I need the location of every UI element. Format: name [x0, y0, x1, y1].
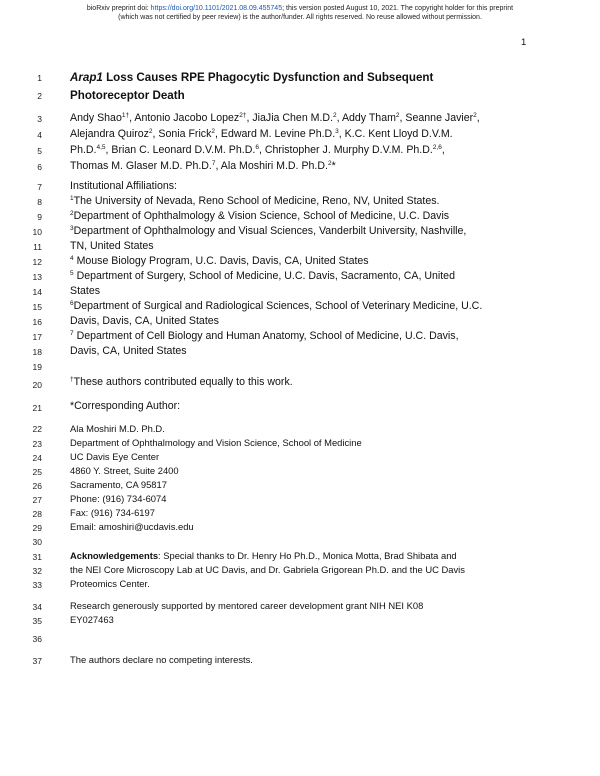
acknowledgements-line: Proteomics Center.	[70, 578, 150, 589]
line-number: 23	[32, 439, 42, 449]
funding-line: Research generously supported by mentored career development grant NIH NEI K08	[70, 600, 424, 611]
doi-link[interactable]: https://doi.org/10.1101/2021.08.09.455745	[150, 5, 283, 12]
affiliation-item: $^2$Department of Ophthalmology & Vision Science, School of Medicine, U.C. Davis	[70, 210, 450, 222]
corresponding-street: 4860 Y. Street, Suite 2400	[70, 465, 179, 476]
affiliation-continuation: Davis, Davis, CA, United States	[70, 315, 219, 327]
line-number: 30	[32, 537, 42, 547]
line-number: 25	[32, 467, 42, 477]
line-number: 22	[32, 424, 42, 434]
acknowledgements-label: Acknowledgements	[70, 550, 159, 561]
affiliation-item: $^7$ Department of Cell Biology and Human Anatomy, School of Medicine, U.C. Davis,	[70, 330, 459, 342]
preprint-header	[0, 4, 600, 22]
line-number: 20	[32, 380, 42, 390]
corresponding-email: Email: amoshiri@ucdavis.edu	[70, 521, 194, 532]
affiliation-item: $^5$ Department of Surgery, School of Medicine, U.C. Davis, Sacramento, CA, United	[70, 270, 455, 282]
acknowledgements-line: the NEI Core Microscopy Lab at UC Davis, and Dr. Gabriela Grigorean Ph.D. and the UC Davis	[70, 564, 465, 575]
affiliation-item: $^4$ Mouse Biology Program, U.C. Davis, Davis, CA, United States	[70, 255, 369, 267]
gene-name: Arap1	[70, 71, 103, 84]
author-line: Ph.D.$^{4,5}$, Brian C. Leonard D.V.M. Ph.D.$^6$, Christopher J. Murphy D.V.M. Ph.D.$^{2,6}$,	[70, 144, 445, 156]
affiliation-item: $^3$Department of Ophthalmology and Visual Sciences, Vanderbilt University, Nashville,	[70, 225, 467, 237]
line-number: 6	[37, 162, 42, 172]
preprint-header-line1: bioRxiv preprint doi: https://doi.org/10.1101/2021.08.09.455745; this version posted August 10, 2021. The copyright holder for this preprint	[86, 5, 514, 12]
line-number: 33	[32, 580, 42, 590]
corresponding-center: UC Davis Eye Center	[70, 451, 160, 462]
line-number: 19	[32, 362, 42, 372]
line-number: 27	[32, 495, 42, 505]
line-number: 11	[33, 242, 42, 252]
funding-line: EY027463	[70, 614, 114, 625]
competing-interests: The authors declare no competing interests.	[70, 654, 253, 665]
paper-title-line2: Photoreceptor Death	[70, 89, 185, 102]
preprint-header-line2: (which was not certified by peer review) is the author/funder. All rights reserved. No reuse allowed without permission.	[118, 14, 482, 21]
line-number: 5	[37, 146, 42, 156]
corresponding-phone: Phone: (916) 734-6074	[70, 493, 167, 504]
line-number: 15	[32, 302, 42, 312]
line-number: 28	[32, 509, 42, 519]
corresponding-city: Sacramento, CA 95817	[70, 479, 167, 490]
affiliation-continuation: States	[70, 285, 101, 297]
page-number: 1	[521, 37, 527, 48]
line-number: 4	[37, 130, 42, 140]
author-line: Andy Shao$^{1\dagger}$, Antonio Jacobo Lopez$^{2\dagger}$, JiaJia Chen M.D.$^2$, Addy Tham$^2$, Seanne Javier$^2$,	[70, 112, 480, 124]
line-number: 2	[37, 91, 42, 101]
line-number: 34	[32, 602, 42, 612]
affiliation-item: $^1$The University of Nevada, Reno School of Medicine, Reno, NV, United States.	[70, 195, 440, 207]
corresponding-fax: Fax: (916) 734-6197	[70, 507, 155, 518]
line-number: 9	[37, 212, 42, 222]
line-number: 10	[32, 227, 42, 237]
line-number: 7	[37, 182, 42, 192]
acknowledgements-line: Acknowledgements: Special thanks to Dr. Henry Ho Ph.D., Monica Motta, Brad Shibata and	[70, 550, 457, 561]
line-number: 35	[32, 616, 42, 626]
line-number: 37	[32, 656, 42, 666]
line-number: 26	[32, 481, 42, 491]
equal-contribution-note: †These authors contributed equally to this work.	[70, 376, 293, 388]
line-number: 8	[37, 197, 42, 207]
line-number: 12	[32, 257, 42, 267]
affiliations-heading: Institutional Affiliations:	[70, 180, 177, 192]
line-number: 16	[32, 317, 42, 327]
line-number: 32	[32, 566, 42, 576]
line-number: 13	[32, 272, 42, 282]
line-number: 31	[32, 552, 42, 562]
affiliation-item: $^6$Department of Surgical and Radiological Sciences, School of Veterinary Medicine, U.C.	[70, 300, 483, 312]
affiliation-continuation: TN, United States	[70, 240, 154, 252]
line-number: 1	[37, 73, 42, 83]
line-number: 17	[32, 332, 42, 342]
author-line: Thomas M. Glaser M.D. Ph.D.$^7$, Ala Moshiri M.D. Ph.D.$^2$*	[70, 160, 336, 172]
corresponding-name: Ala Moshiri M.D. Ph.D.	[70, 423, 165, 434]
line-number: 24	[32, 453, 42, 463]
line-number: 3	[37, 114, 42, 124]
line-number: 14	[32, 287, 42, 297]
line-number: 21	[32, 403, 42, 413]
line-number: 36	[32, 634, 42, 644]
paper-title-line1: Arap1 Loss Causes RPE Phagocytic Dysfunction and Subsequent	[70, 71, 434, 84]
affiliation-continuation: Davis, CA, United States	[70, 345, 187, 357]
author-line: Alejandra Quiroz$^2$, Sonia Frick$^2$, Edward M. Levine Ph.D.$^3$, K.C. Kent Lloyd D.V.M.	[70, 128, 453, 140]
corresponding-heading: *Corresponding Author:	[70, 400, 181, 412]
line-number: 29	[32, 523, 42, 533]
corresponding-department: Department of Ophthalmology and Vision Science, School of Medicine	[70, 437, 362, 448]
line-number: 18	[32, 347, 42, 357]
